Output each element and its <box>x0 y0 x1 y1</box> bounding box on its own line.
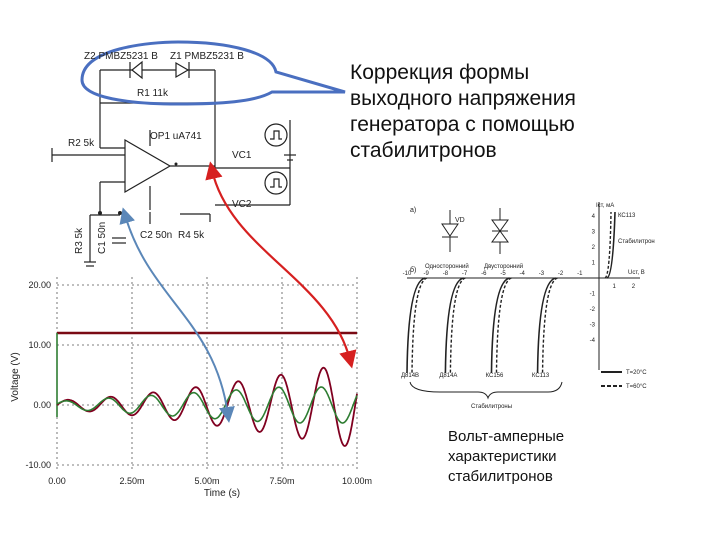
iv-y-axis-label: Iст, мА <box>596 203 615 209</box>
iv-y-tick: 4 <box>591 214 595 220</box>
iv-x-tick: -3 <box>538 271 545 277</box>
title-line: генератора с помощью <box>350 113 575 136</box>
oscillator-circuit <box>52 62 296 266</box>
op1-label: OP1 uA741 <box>150 131 202 142</box>
iv-x-tick: -4 <box>519 271 525 277</box>
iv-label-b: б) <box>410 267 417 274</box>
iv-diode-label: Д814В <box>400 373 420 379</box>
x-tick-label: 0.00 <box>48 476 66 486</box>
iv-x-tick: 2 <box>631 284 636 290</box>
title-line: выходного напряжения <box>350 87 576 110</box>
kc113-top-label: КС113 <box>618 213 636 219</box>
iv-y-tick: -1 <box>589 291 595 298</box>
iv-y-tick: 3 <box>591 229 595 236</box>
caption-line: стабилитронов <box>448 468 553 485</box>
iv-diode-label: КС156 <box>485 373 504 379</box>
iv-y-tick: -2 <box>589 307 595 313</box>
waveform-x-axis-label: Time (s) <box>203 488 241 499</box>
stabilitron-brace <box>410 382 562 398</box>
y-tick-label: 20.00 <box>28 280 51 290</box>
x-tick-label: 10.00m <box>341 476 373 486</box>
one-sided-label: Односторонний <box>425 264 469 270</box>
iv-reverse-curve-20c <box>407 278 425 373</box>
two-sided-label: Двусторонний <box>484 264 524 270</box>
waveform-chart <box>10 275 372 499</box>
iv-x-tick: -7 <box>461 271 468 277</box>
r1-label: R1 11k <box>137 88 168 99</box>
iv-y-tick: 2 <box>591 245 595 251</box>
iv-x-tick: -10 <box>402 271 412 277</box>
title-line: стабилитронов <box>350 139 497 162</box>
waveform-y-axis-label: Voltage (V) <box>10 352 21 402</box>
iv-x-axis-label: Uст, В <box>628 270 645 276</box>
stabilitron-label: Стабилитрон <box>618 239 655 245</box>
iv-curves <box>401 212 615 379</box>
r4-label: R4 5k <box>178 230 205 241</box>
iv-y-tick: 1 <box>591 260 595 267</box>
iv-reverse-curve-20c <box>445 278 463 373</box>
iv-x-tick: -6 <box>481 271 487 277</box>
title-line: Коррекция формы <box>350 61 530 84</box>
legend-20c: T=20°C <box>626 370 647 376</box>
iv-characteristics-chart <box>401 202 655 410</box>
iv-x-tick: -2 <box>557 271 564 277</box>
iv-x-tick: 1 <box>612 284 616 290</box>
legend-60c: T=60°C <box>626 384 647 390</box>
iv-reverse-curve-20c <box>491 278 509 373</box>
y-tick-label: -10.00 <box>25 460 51 470</box>
c1-label: C1 50n <box>97 221 108 254</box>
iv-x-tick: -8 <box>442 271 449 277</box>
iv-forward-curve-60c <box>605 212 611 278</box>
iv-y-tick: -3 <box>589 322 595 329</box>
caption-line: характеристики <box>448 448 557 465</box>
stabilitrons-bottom-label: Стабилитроны <box>471 404 513 410</box>
x-tick-label: 2.50m <box>119 476 145 486</box>
z1-label: Z1 PMBZ5231 B <box>170 51 244 62</box>
iv-tick-labels <box>403 214 636 344</box>
iv-label-a: а) <box>410 207 417 214</box>
double-zener-icon <box>492 208 508 254</box>
iv-diode-label: Д814А <box>439 373 458 379</box>
caption-line: Вольт-амперные <box>448 428 565 445</box>
z2-label: Z2 PMBZ5231 B <box>84 51 158 62</box>
iv-reverse-curve-20c <box>538 278 556 373</box>
y-tick-label: 0.00 <box>33 400 51 410</box>
iv-x-tick: -5 <box>500 271 506 277</box>
vc1-label: VC1 <box>232 150 252 161</box>
r2-label: R2 5k <box>68 138 95 149</box>
r3-label: R3 5k <box>74 227 85 254</box>
x-tick-label: 7.50m <box>269 476 295 486</box>
slide-title <box>350 60 680 164</box>
iv-x-tick: -9 <box>423 271 429 277</box>
x-tick-label: 5.00m <box>194 476 220 486</box>
iv-caption <box>448 427 648 487</box>
vc2-label: VC2 <box>232 199 252 210</box>
vd-label: VD <box>455 217 465 224</box>
iv-y-tick: -4 <box>589 338 595 344</box>
c2-label: C2 50n <box>140 230 173 241</box>
iv-x-tick: -1 <box>577 271 583 277</box>
y-tick-label: 10.00 <box>28 340 51 350</box>
iv-diode-label: КС113 <box>531 373 550 379</box>
